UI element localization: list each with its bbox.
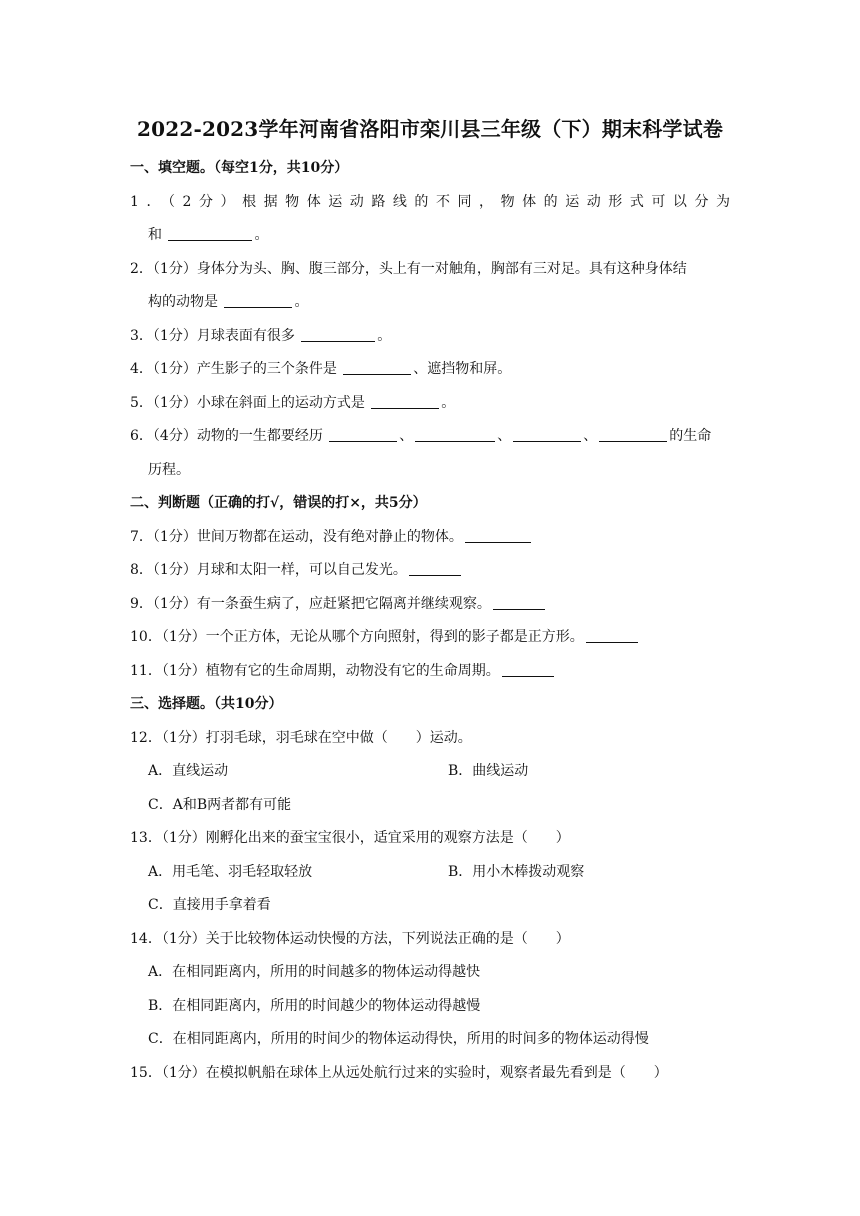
option-b[interactable]: B．用小木棒拨动观察 <box>448 863 585 880</box>
answer-blank[interactable] <box>415 427 495 442</box>
question-9-text: 9．（1分）有一条蚕生病了，应赶紧把它隔离并继续观察。 <box>130 595 491 612</box>
option-a[interactable]: A．用毛笔、羽毛轻取轻放 <box>148 863 313 880</box>
question-13-stem: 13．（1分）刚孵化出来的蚕宝宝很小，适宜采用的观察方法是（ ） <box>130 830 570 846</box>
question-7 <box>130 521 730 555</box>
question-14-stem: 14．（1分）关于比较物体运动快慢的方法，下列说法正确的是（ ） <box>130 930 570 947</box>
option-c[interactable]: C．A和B两者都有可能 <box>148 796 292 813</box>
question-12-stem: 12．（1分）打羽毛球，羽毛球在空中做（ ）运动。 <box>130 729 472 746</box>
question-11-text: 11．（1分）植物有它的生命周期，动物没有它的生命周期。 <box>130 662 500 679</box>
question-11 <box>130 655 730 689</box>
answer-blank[interactable] <box>224 293 292 308</box>
question-2-end: 。 <box>294 294 309 310</box>
question-3-end: 。 <box>377 327 392 344</box>
separator: 、 <box>399 428 414 444</box>
question-5-end: 。 <box>441 394 456 411</box>
question-10 <box>130 621 730 655</box>
question-13-options-row <box>130 856 730 890</box>
question-10-text: 10．（1分）一个正方体，无论从哪个方向照射，得到的影子都是正方形。 <box>130 629 584 645</box>
answer-blank[interactable] <box>465 528 531 543</box>
question-9 <box>130 588 730 622</box>
exam-title: 2022-2023学年河南省洛阳市栾川县三年级（下）期末科学试卷 <box>136 117 724 141</box>
question-7-text: 7．（1分）世间万物都在运动，没有绝对静止的物体。 <box>130 528 463 545</box>
answer-blank[interactable] <box>586 628 638 643</box>
question-3-text: 3．（1分）月球表面有很多 <box>130 327 295 344</box>
question-6-line-1 <box>130 420 730 454</box>
separator: 、 <box>583 428 598 444</box>
question-4-end: 、遮挡物和屏。 <box>413 361 512 377</box>
section-judge-heading: 二、判断题（正确的打√，错误的打×，共5分） <box>130 495 427 511</box>
question-1-line-2 <box>130 219 730 253</box>
answer-blank[interactable] <box>599 427 667 442</box>
question-4-text: 4．（1分）产生影子的三个条件是 <box>130 361 337 377</box>
question-8 <box>130 554 730 588</box>
question-8-text: 8．（1分）月球和太阳一样，可以自己发光。 <box>130 562 407 578</box>
section-choice-heading: 三、选择题。（共10分） <box>130 696 283 712</box>
option-b[interactable]: B．在相同距离内，所用的时间越少的物体运动得越慢 <box>148 997 481 1014</box>
question-1-line-1: 1．（2分）根据物体运动路线的不同，物体的运动形式可以分为 <box>130 193 730 210</box>
question-2-line-1: 2．（1分）身体分为头、胸、腹三部分，头上有一对触角，胸部有三对足。具有这种身体结 <box>130 260 687 277</box>
question-4 <box>130 353 730 387</box>
answer-blank[interactable] <box>168 226 252 241</box>
answer-blank[interactable] <box>493 595 545 610</box>
answer-blank[interactable] <box>301 327 375 342</box>
answer-blank[interactable] <box>371 394 439 409</box>
option-c[interactable]: C．直接用手拿着看 <box>148 897 271 913</box>
option-c[interactable]: C．在相同距离内，所用的时间少的物体运动得快，所用的时间多的物体运动得慢 <box>148 1031 649 1047</box>
answer-blank[interactable] <box>409 561 461 576</box>
answer-blank[interactable] <box>329 427 397 442</box>
option-b[interactable]: B．曲线运动 <box>448 763 529 779</box>
answer-blank[interactable] <box>343 360 411 375</box>
answer-blank[interactable] <box>502 662 554 677</box>
question-5-text: 5．（1分）小球在斜面上的运动方式是 <box>130 394 365 411</box>
separator: 、 <box>497 428 512 444</box>
question-6-suffix: 的生命 <box>669 428 712 444</box>
question-5 <box>130 387 730 421</box>
answer-blank[interactable] <box>513 427 581 442</box>
question-1-end: 。 <box>254 227 269 243</box>
question-3 <box>130 320 730 354</box>
exam-content <box>130 152 730 1090</box>
option-a[interactable]: A．在相同距离内，所用的时间越多的物体运动得越快 <box>148 964 481 980</box>
question-1-text: 和 <box>148 227 162 243</box>
question-15-stem: 15．（1分）在模拟帆船在球体上从远处航行过来的实验时，观察者最先看到是（ ） <box>130 1064 668 1081</box>
question-2-text: 构的动物是 <box>148 294 218 310</box>
option-a[interactable]: A．直线运动 <box>148 763 229 779</box>
question-2-line-2 <box>130 286 730 320</box>
question-6-text: 6．（4分）动物的一生都要经历 <box>130 428 323 444</box>
section-fill-heading: 一、填空题。（每空1分，共10分） <box>130 160 349 176</box>
question-12-options-row <box>130 755 730 789</box>
question-6-line-2: 历程。 <box>148 461 190 478</box>
